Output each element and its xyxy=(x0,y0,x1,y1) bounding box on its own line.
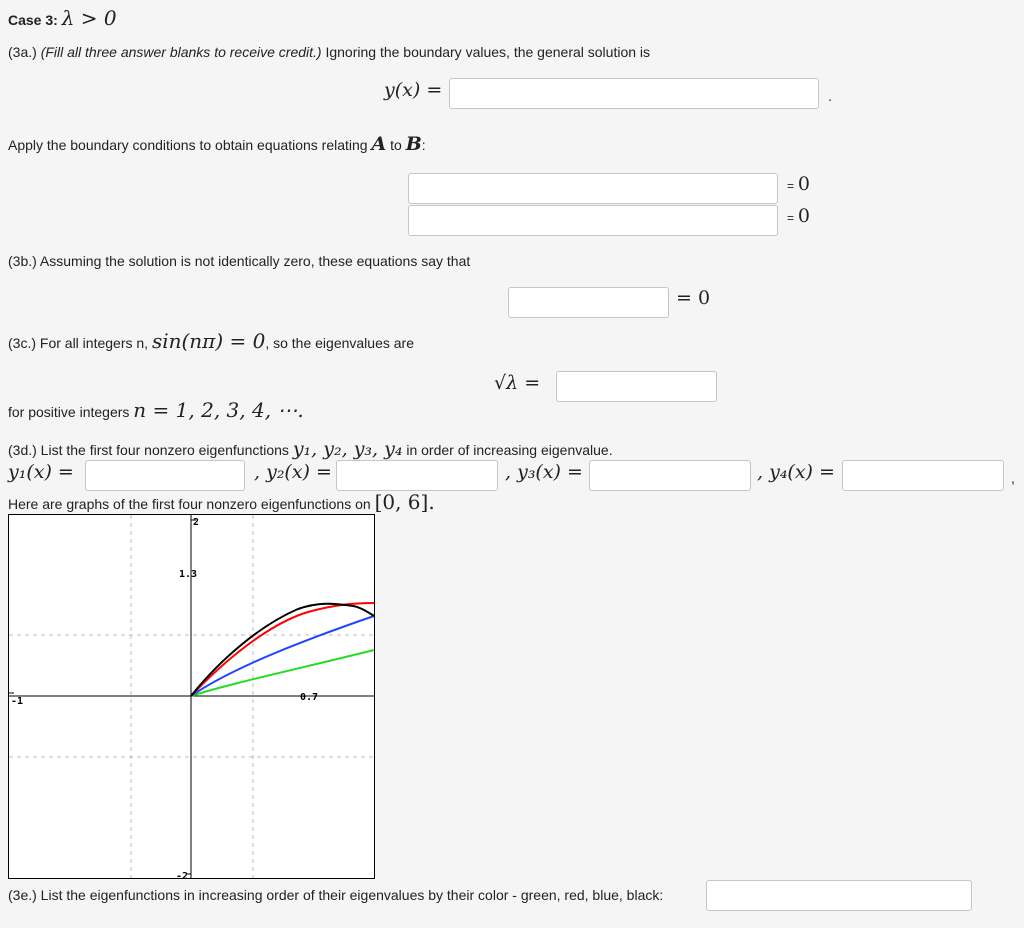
y2-input[interactable] xyxy=(336,460,498,491)
label-top: 2 xyxy=(193,517,200,528)
var-b: B xyxy=(405,133,422,155)
part-3c-text: (3c.) For all integers n, xyxy=(8,335,149,351)
eq1-zero: 0 xyxy=(797,173,810,195)
positive-text: for positive integers xyxy=(8,404,130,420)
part-3d-after: in order of increasing eigenvalue. xyxy=(406,442,613,458)
eq2-zero: 0 xyxy=(797,205,810,227)
part-3a-lhs: y(x) = xyxy=(384,79,443,101)
boundary-eq2-rhs xyxy=(787,205,810,227)
boundary-eq2-input[interactable] xyxy=(408,205,778,236)
part-3c-math: sin(nπ) = 0 xyxy=(151,329,266,353)
positive-integers-line xyxy=(8,398,304,422)
part-3c-prompt xyxy=(8,329,414,353)
boundary-prompt xyxy=(8,133,426,155)
eigenvalue-input[interactable] xyxy=(556,371,717,402)
sqrt-lambda-lhs: √λ = xyxy=(494,372,541,394)
part-3b-rhs: = 0 xyxy=(676,287,711,309)
boundary-text: Apply the boundary conditions to obtain equations relating xyxy=(8,137,368,153)
eq1-equals: = xyxy=(787,179,795,193)
part-3d-text: (3d.) List the first four nonzero eigenfunctions xyxy=(8,442,289,458)
var-a: A xyxy=(371,133,387,155)
label-xmark: 0.7 xyxy=(300,692,319,703)
label-left: -1 xyxy=(11,696,24,707)
eigenfunction-graph xyxy=(8,514,375,879)
part-3b-prompt: (3b.) Assuming the solution is not identically zero, these equations say that xyxy=(8,253,471,269)
case-header xyxy=(8,6,117,30)
n-values: n = 1, 2, 3, 4, ⋯. xyxy=(133,398,304,422)
boundary-colon: : xyxy=(421,137,426,153)
part-3a-prompt xyxy=(8,44,650,60)
y1-input[interactable] xyxy=(85,460,245,491)
graph-caption xyxy=(8,490,435,514)
part-3a-prefix: (3a.) xyxy=(8,44,37,60)
boundary-eq1-rhs xyxy=(787,173,810,195)
part-3d-funcs: y₁, y₂, y₃, y₄ xyxy=(292,438,403,460)
y2-label: , y₂(x) = xyxy=(254,461,332,483)
case-condition: λ > 0 xyxy=(61,6,117,30)
y1-label: y₁(x) = xyxy=(8,461,74,483)
eq2-equals: = xyxy=(787,211,795,225)
part-3d-trailing: , xyxy=(1011,470,1015,486)
part-3d-prompt xyxy=(8,438,613,460)
label-ymark: 1.3 xyxy=(179,569,198,580)
y3-input[interactable] xyxy=(589,460,751,491)
case-label: Case 3: xyxy=(8,12,58,28)
boundary-eq1-input[interactable] xyxy=(408,173,778,204)
graph-interval: [0, 6]. xyxy=(374,490,435,514)
part-3b-input[interactable] xyxy=(508,287,669,318)
y4-label: , y₄(x) = xyxy=(757,461,835,483)
part-3a-trailing: . xyxy=(828,88,832,104)
label-bottom: -2 xyxy=(176,871,189,879)
y3-label: , y₃(x) = xyxy=(505,461,583,483)
graph-caption-text: Here are graphs of the first four nonzero eigenfunctions on xyxy=(8,496,371,512)
part-3a-note: (Fill all three answer blanks to receive credit.) xyxy=(40,44,322,60)
part-3e-prompt: (3e.) List the eigenfunctions in increasing order of their eigenvalues by their color - green, red, blue, black: xyxy=(8,887,664,903)
color-order-input[interactable] xyxy=(706,880,972,911)
y4-input[interactable] xyxy=(842,460,1004,491)
part-3c-after: , so the eigenvalues are xyxy=(265,335,414,351)
general-solution-input[interactable] xyxy=(449,78,819,109)
boundary-to: to xyxy=(390,137,402,153)
part-3a-text: Ignoring the boundary values, the general solution is xyxy=(325,44,651,60)
